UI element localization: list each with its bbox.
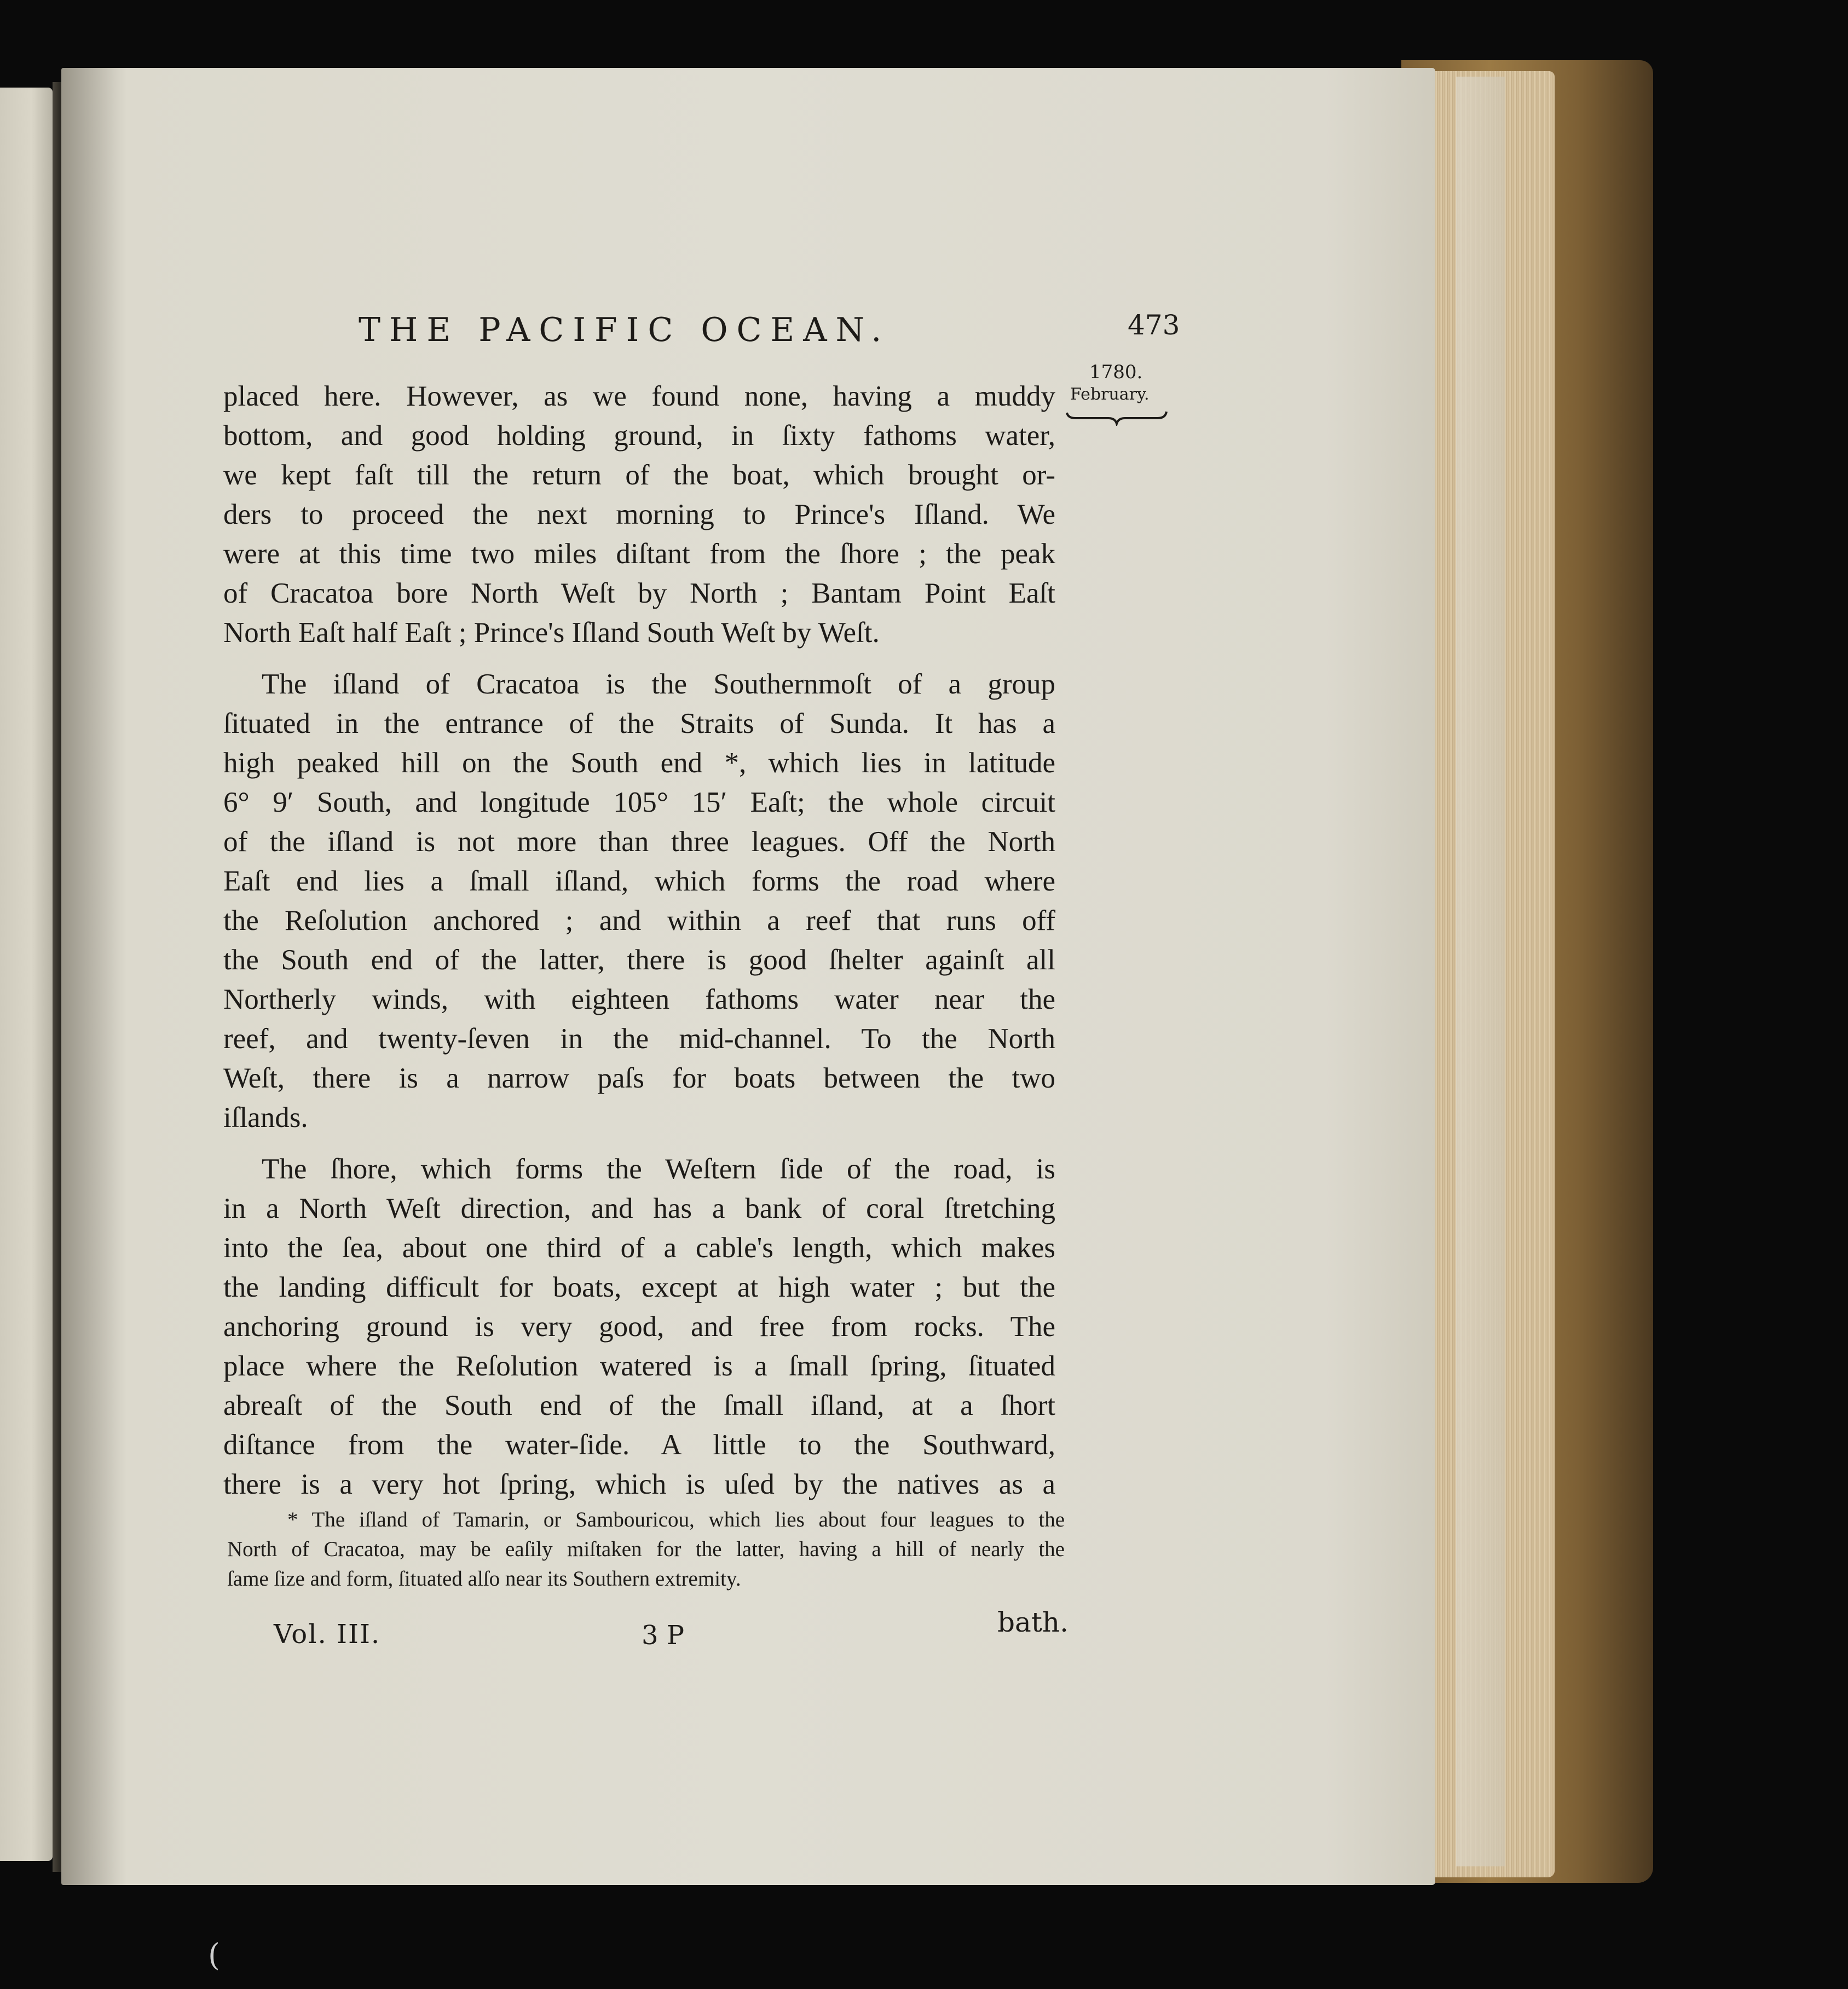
margin-year: 1780.: [1089, 361, 1143, 383]
body-line: iſlands.: [223, 1102, 308, 1134]
body-line: The iſland of Cracatoa is the Southernmoſt of a group: [262, 668, 1055, 700]
body-line: reef, and twenty-ſeven in the mid-channel. To the North: [223, 1023, 1055, 1055]
body-line: Weſt, there is a narrow paſs for boats between the two: [223, 1062, 1055, 1094]
body-line: 6° 9′ South, and longitude 105° 15′ Eaſt; the whole circuit: [223, 787, 1055, 818]
margin-brace-icon: [1065, 409, 1169, 426]
running-head: THE PACIFIC OCEAN.: [359, 311, 891, 349]
catchword: bath.: [997, 1606, 1069, 1638]
footnote-line: ſame ſize and form, ſituated alſo near its Southern extremity.: [227, 1567, 741, 1591]
left-page-edge: [0, 88, 53, 1861]
body-line: there is a very hot ſpring, which is uſed by the natives as a: [223, 1468, 1055, 1500]
body-line: North Eaſt half Eaſt ; Prince's Iſland South Weſt by Weſt.: [223, 617, 880, 649]
body-line: we kept faſt till the return of the boat, which brought or-: [223, 459, 1055, 491]
body-line: place where the Reſolution watered is a ſmall ſpring, ſituated: [223, 1350, 1055, 1382]
body-line: The ſhore, which forms the Weſtern ſide of the road, is: [262, 1153, 1055, 1185]
body-line: the South end of the latter, there is good ſhelter againſt all: [223, 944, 1055, 976]
footnote-line: North of Cracatoa, may be eaſily miſtaken for the latter, having a hill of nearly the: [227, 1537, 1065, 1561]
page-fore-edge-highlight: [1456, 77, 1505, 1866]
body-line: bottom, and good holding ground, in ſixty fathoms water,: [223, 420, 1055, 452]
body-line: into the ſea, about one third of a cable's length, which makes: [223, 1232, 1055, 1264]
body-line: the Reſolution anchored ; and within a reef that runs off: [223, 905, 1055, 936]
body-line: ders to proceed the next morning to Prince's Iſland. We: [223, 499, 1055, 530]
body-line: were at this time two miles diſtant from the ſhore ; the peak: [223, 538, 1055, 570]
body-line: in a North Weſt direction, and has a bank of coral ſtretching: [223, 1193, 1055, 1224]
volume-signature: Vol. III.: [274, 1619, 381, 1650]
signature-mark: 3 P: [642, 1620, 685, 1651]
page-number: 473: [1128, 309, 1180, 341]
body-line: diſtance from the water-ſide. A little to the Southward,: [223, 1429, 1055, 1461]
body-line: ſituated in the entrance of the Straits of Sunda. It has a: [223, 708, 1055, 739]
body-line: Eaſt end lies a ſmall iſland, which forms the road where: [223, 865, 1055, 897]
body-line: of the iſland is not more than three leagues. Off the North: [223, 826, 1055, 858]
footnote-line: * The iſland of Tamarin, or Sambouricou, which lies about four leagues to the: [287, 1508, 1065, 1531]
body-line: abreaſt of the South end of the ſmall iſland, at a ſhort: [223, 1390, 1055, 1421]
corner-glyph: (: [208, 1938, 220, 1973]
body-line: anchoring ground is very good, and free from rocks. The: [223, 1311, 1055, 1343]
page-gutter-shadow: [61, 68, 127, 1885]
body-line: Northerly winds, with eighteen fathoms water near the: [223, 984, 1055, 1015]
body-line: of Cracatoa bore North Weſt by North ; Bantam Point Eaſt: [223, 577, 1055, 609]
margin-month: February.: [1070, 385, 1150, 404]
body-line: placed here. However, as we found none, having a muddy: [223, 380, 1055, 412]
body-text: [223, 377, 1055, 1504]
body-line: high peaked hill on the South end *, which lies in latitude: [223, 747, 1055, 779]
body-line: the landing difficult for boats, except at high water ; but the: [223, 1271, 1055, 1303]
footnote: [227, 1505, 1065, 1594]
